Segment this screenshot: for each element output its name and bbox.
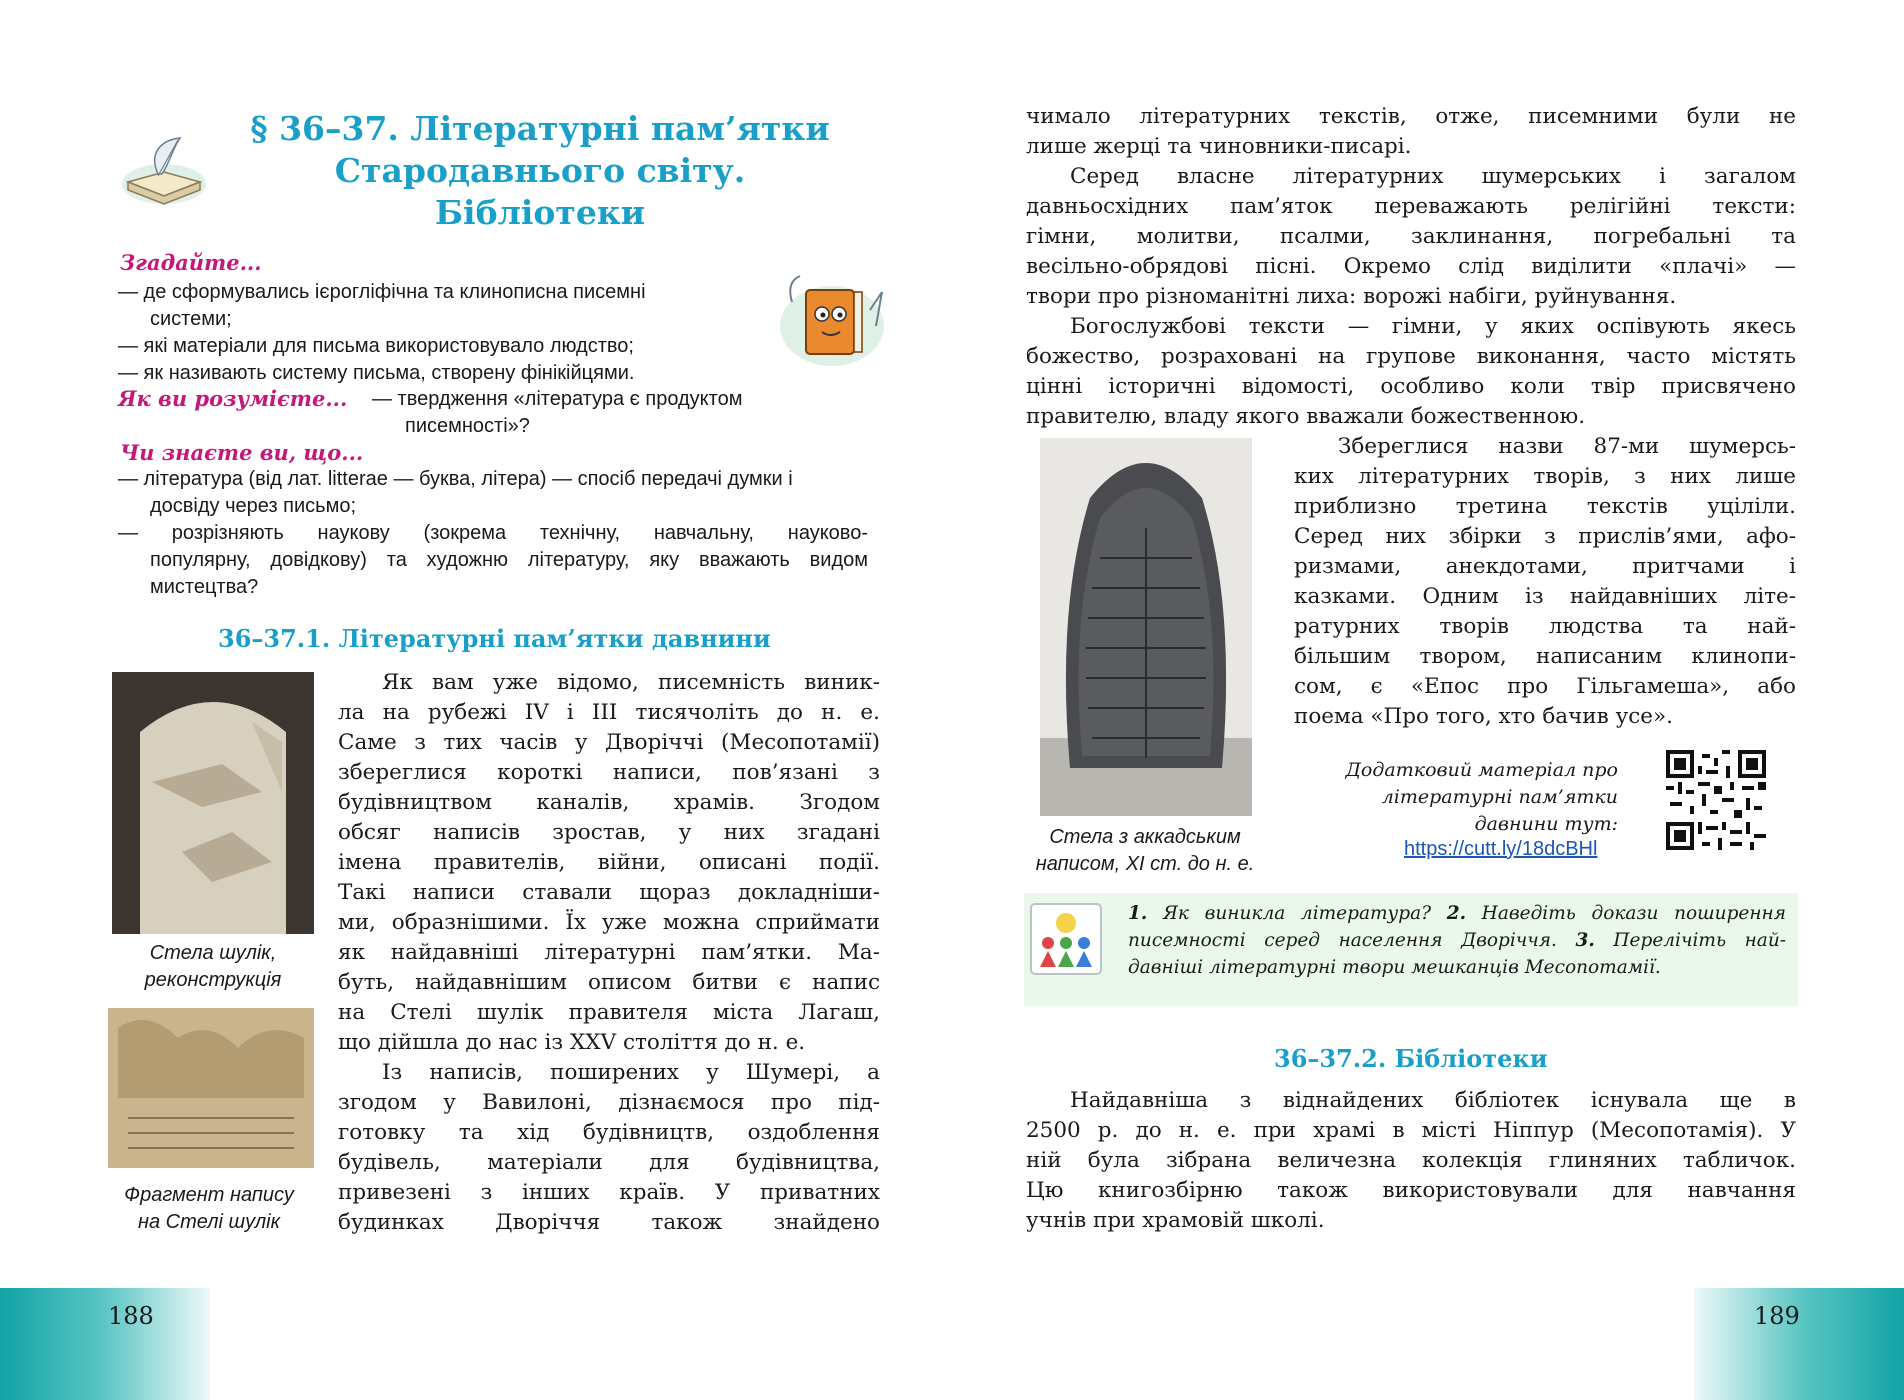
- note-line: Додатковий матеріал про: [1345, 759, 1618, 781]
- caption-line: написом, XI ст. до н. е.: [1035, 853, 1255, 875]
- text-line: Серед власне літературних шумерських і загалом: [1070, 164, 1796, 189]
- text-line: імена правителів, війни, описані події.: [338, 850, 880, 875]
- text-line: ризмами, анекдотами, притчами і: [1294, 554, 1796, 579]
- text-line: давньосхідних пам’яток переважають релігійні тексти:: [1026, 194, 1796, 219]
- text-line: весільно-обрядові пісні. Окремо слід виділити «плачі» —: [1026, 254, 1796, 279]
- text-line: приблизно третина текстів уціліли.: [1294, 494, 1796, 519]
- text-line: що дійшла до нас із XXV століття до н. е.: [338, 1030, 806, 1055]
- stele-reconstruction-image: [112, 672, 314, 934]
- section-title-1: 36–37.1. Літературні пам’ятки давнини: [218, 624, 771, 653]
- inscription-fragment-image: [108, 1008, 314, 1168]
- page-number-left: 188: [108, 1302, 154, 1330]
- text-line: Збереглися назви 87-ми шумерсь-: [1338, 434, 1796, 459]
- question-text: писемності серед населення Дворіччя.: [1128, 930, 1576, 951]
- text-line: Цю книгозбірню також використовували для навчання: [1026, 1178, 1796, 1203]
- title-line-2: Стародавнього світу.: [334, 151, 746, 190]
- text-line: ла на рубежі IV і III тисячоліть до н. е.: [338, 700, 880, 725]
- understand-heading: Як ви розумієте...: [118, 386, 348, 411]
- text-line: гімни, молитви, псалми, заклинання, погребальні та: [1026, 224, 1796, 249]
- text-line: учнів при храмовій школі.: [1026, 1208, 1325, 1233]
- know-line: — література (від лат. litterae — буква, літера) — спосіб передачі думки і: [118, 468, 793, 490]
- question-number: 2.: [1446, 903, 1467, 924]
- note-line: літературні пам’ятки: [1381, 786, 1618, 808]
- text-line: Саме з тих часів у Дворіччі (Месопотамії): [338, 730, 880, 755]
- paragraph-libraries: [1026, 1086, 1796, 1236]
- remember-line: — де сформувались ієрогліфічна та клинописна писемні: [118, 281, 646, 303]
- text-line: Із написів, поширених у Шумері, а: [382, 1060, 880, 1085]
- question-text: Наведіть докази поширення: [1466, 903, 1786, 924]
- text-line: казками. Одним із найдавніших літе-: [1294, 584, 1796, 609]
- caption-inscription-fragment: [96, 1182, 322, 1236]
- text-line: твори про різноманітні лиха: ворожі набіги, руйнування.: [1026, 284, 1677, 309]
- caption-line: реконструкція: [144, 969, 282, 991]
- title-line-3: Бібліотеки: [434, 193, 646, 232]
- question-line: давніші літературні твори мешканців Месопотамії.: [1128, 957, 1661, 978]
- additional-material-link[interactable]: https://cutt.ly/18dcBHl: [1404, 838, 1598, 860]
- quill-book-icon: [118, 134, 210, 210]
- book-character-icon: [772, 262, 892, 372]
- know-heading: Чи знаєте ви, що...: [120, 440, 364, 465]
- text-line: будівель, матеріали для будівництва,: [338, 1150, 880, 1175]
- question-number: 1.: [1128, 903, 1148, 924]
- question-number: 3.: [1575, 930, 1595, 951]
- text-line: згодом у Вавилоні, дізнаємося про під-: [338, 1090, 880, 1115]
- group-discussion-icon: [1030, 903, 1102, 975]
- text-line: Богослужбові тексти — гімни, у яких оспівують якесь: [1070, 314, 1796, 339]
- text-line: будинках Дворіччя також знайдено: [338, 1210, 880, 1235]
- note-line: давнини тут:: [1474, 813, 1618, 835]
- question-line: [1128, 927, 1786, 954]
- akkadian-stele-image: [1040, 438, 1252, 816]
- text-line: 2500 р. до н. е. при храмі в місті Ніппур (Месопотамія). У: [1026, 1118, 1796, 1143]
- paragraph-literary-monuments: [338, 668, 880, 1238]
- remember-line: — як називають систему письма, створену фінікійцями.: [118, 362, 635, 384]
- text-line: поема «Про того, хто бачив усе».: [1294, 704, 1673, 729]
- text-line: будівництвом каналів, храмів. Згодом: [338, 790, 880, 815]
- text-line: правителю, владу якого вважали божественною.: [1026, 404, 1586, 429]
- caption-stele-reconstruction: [100, 940, 326, 994]
- qr-code-icon[interactable]: [1666, 750, 1766, 850]
- text-line: ких літературних творів, з них лише: [1294, 464, 1796, 489]
- question-text: Як виникла література?: [1147, 903, 1447, 924]
- caption-akkadian-stele: [1020, 824, 1270, 878]
- text-line: лише жерці та чиновники-писарі.: [1026, 134, 1412, 159]
- questions-text: [1128, 900, 1786, 981]
- text-line: ратурних творів людства та най-: [1294, 614, 1796, 639]
- remember-line: — які матеріали для письма використовувало людство;: [118, 335, 634, 357]
- title-line-1: § 36–37. Літературні пам’ятки: [250, 109, 830, 148]
- page-corner-band-left: [0, 1288, 210, 1400]
- additional-material-note: [1300, 757, 1618, 838]
- paragraph-religious-texts: [1026, 102, 1796, 432]
- text-line: привезені з інших країв. У приватних: [338, 1180, 880, 1205]
- caption-line: Стела з аккадським: [1049, 826, 1241, 848]
- text-line: Як вам уже відомо, писемність виник-: [382, 670, 880, 695]
- question-line: [1128, 900, 1786, 927]
- text-line: чимало літературних текстів, отже, писемними були не: [1026, 104, 1796, 129]
- text-line: божество, розраховані на групове виконання, часто містять: [1026, 344, 1796, 369]
- text-line: Серед них збірки з прислів’ями, афо-: [1294, 524, 1796, 549]
- text-line: цінні історичні відомості, особливо коли твір присвячено: [1026, 374, 1796, 399]
- know-line: популярну, довідкову) та художню літературу, яку вважають видом: [150, 549, 868, 571]
- text-line: ми, образнішими. Їх уже можна сприймати: [338, 910, 880, 935]
- know-line: досвіду через письмо;: [150, 495, 357, 517]
- remember-line: системи;: [150, 308, 232, 330]
- text-line: сом, є «Епос про Гільгамеша», або: [1294, 674, 1796, 699]
- caption-line: Фрагмент напису: [124, 1184, 294, 1206]
- text-line: ній була зібрана величезна колекція глиняних табличок.: [1026, 1148, 1796, 1173]
- caption-line: на Стелі шулік: [137, 1211, 281, 1233]
- text-line: Такі написи ставали щораз докладніши-: [338, 880, 880, 905]
- text-line: Найдавніша з віднайдених бібліотек існувала ще в: [1070, 1088, 1796, 1113]
- text-line: збереглися короткі написи, пов’язані з: [338, 760, 880, 785]
- text-line: буть, найдавнішим описом битви є напис: [338, 970, 880, 995]
- paragraph-sumerian-works: [1294, 432, 1796, 732]
- text-line: більшим твором, написаним клинопи-: [1294, 644, 1796, 669]
- text-line: обсяг написів зростав, у них згадані: [338, 820, 880, 845]
- remember-heading: Згадайте...: [120, 250, 262, 275]
- know-line: — розрізняють наукову (зокрема технічну, навчальну, науково-: [118, 522, 868, 544]
- section-title-2: 36–37.2. Бібліотеки: [1274, 1044, 1548, 1073]
- page-number-right: 189: [1754, 1302, 1800, 1330]
- question-text: Перелічіть най-: [1594, 930, 1786, 951]
- understand-line: — твердження «література є продуктом: [372, 388, 743, 410]
- understand-line: писемності»?: [405, 415, 530, 437]
- text-line: на Стелі шулік правителя міста Лагаш,: [338, 1000, 880, 1025]
- know-line: мистецтва?: [150, 576, 259, 598]
- chapter-title: [240, 108, 840, 234]
- text-line: готовку та хід будівництв, оздоблення: [338, 1120, 880, 1145]
- text-line: як найдавніші літературні пам’ятки. Ма-: [338, 940, 880, 965]
- caption-line: Стела шулік,: [149, 942, 277, 964]
